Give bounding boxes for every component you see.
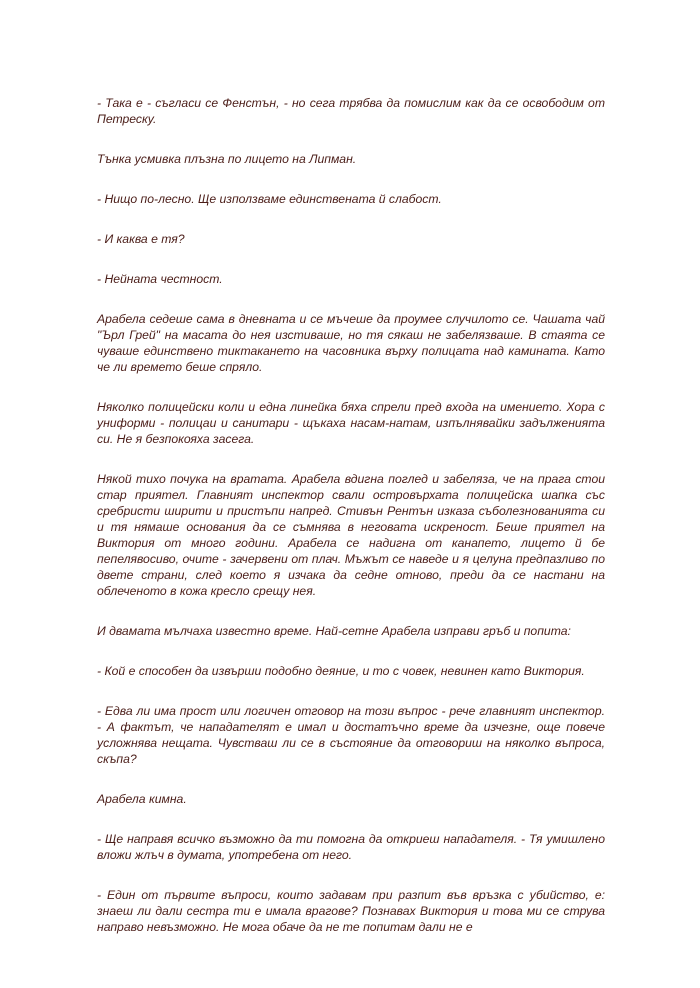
- paragraph-10: - Кой е способен да извърши подобно деяние, и то с човек, невинен като Виктория.: [97, 664, 585, 678]
- paragraph-4: - И каква е тя?: [97, 232, 185, 246]
- paragraph-11: - Едва ли има прост или логичен отговор на този въпрос - рече главният инспектор. - А фактът, че нападателят е имал и достатъчно време да изчезне, още повече усложнява нещата. Чувстваш ли се в състояние да отговориш на няколко въпроса, скъпа?: [97, 704, 605, 766]
- paragraph-9: И двамата мълчаха известно време. Най-сетне Арабела изправи гръб и попита:: [97, 624, 571, 638]
- paragraph-3: - Нищо по-лесно. Ще използваме единствената й слабост.: [97, 192, 442, 206]
- paragraph-1: - Така е - съгласи се Фенстън, - но сега трябва да помислим как да се освободим от Петреску.: [97, 96, 605, 126]
- paragraph-2: Тънка усмивка плъзна по лицето на Липман.: [97, 152, 357, 166]
- paragraph-14: - Един от първите въпроси, които задавам при разпит във връзка с убийство, е: знаеш ли дали сестра ти е имала врагове? Познавах Виктория и това ми се струва направо невъзможно. Не мога обаче да не те попитам дали не е: [97, 888, 605, 934]
- paragraph-8: Някой тихо почука на вратата. Арабела вдигна поглед и забеляза, че на прага стои стар приятел. Главният инспектор свали островърхата полицейска шапка със сребристи ширити и пристъпи напред. Стивън Рентън изказа съболезнованията си и тя нямаше основания да се съмнява в неговата искреност. Беше приятел на Виктория от много години. Арабела се надигна от канапето, лицето й бе пепелявосиво, очите - зачервени от плач. Мъжът се наведе и я целуна предпазливо по двете страни, след което я изчака да седне отново, преди да се настани на облеченото в кожа кресло срещу нея.: [97, 472, 605, 598]
- document-body: [97, 95, 605, 959]
- paragraph-7: Няколко полицейски коли и една линейка бяха спрели пред входа на имението. Хора с униформи - полицаи и санитари - щъкаха насам-натам, изпълнявайки задълженията си. Не я безпокояха засега.: [97, 400, 605, 446]
- paragraph-5: - Нейната честност.: [97, 272, 223, 286]
- paragraph-6: Арабела седеше сама в дневната и се мъчеше да проумее случилото се. Чашата чай "Ърл Грей" на масата до нея изстиваше, но тя сякаш не забелязваше. В стаята се чуваше единствено тиктакането на часовника върху полицата над камината. Като че ли времето беше спряло.: [97, 312, 605, 374]
- paragraph-13: - Ще направя всичко възможно да ти помогна да откриеш нападателя. - Тя умишлено вложи жлъч в думата, употребена от него.: [97, 832, 605, 862]
- paragraph-12: Арабела кимна.: [97, 792, 187, 806]
